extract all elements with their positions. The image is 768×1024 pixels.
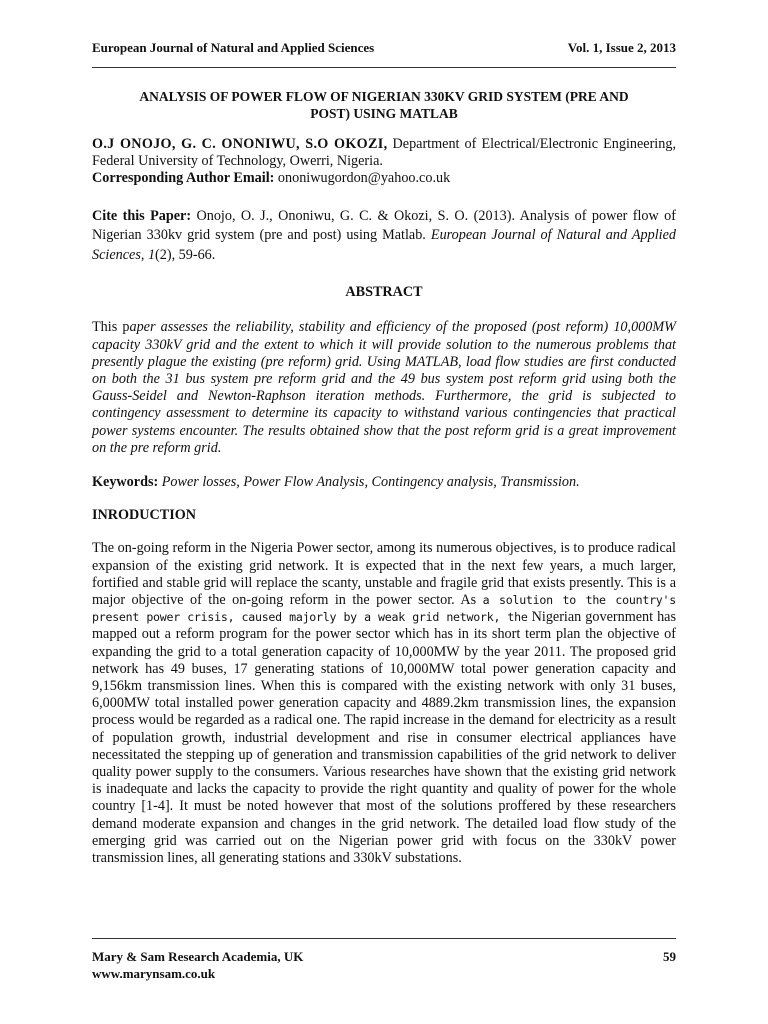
affiliation: Department of Electrical/Electronic Engineering, Federal University of Technology, Owerri, Nigeria. xyxy=(92,136,676,170)
intro-text-2: Nigerian government has mapped out a reform program for the power sector which has in its short term plan the objective of expanding the grid to a total generation capacity of 10,000MW by the year 2011. The proposed grid network has 49 buses, 17 generating stations of 10,000MW total power generation capacity and 9,156km transmission lines. When this is compared with the existing network with only 31 buses, 6,000MW total installed power generation capacity and 4889.2km transmission lines, the expansion process would be regarded as a radical one. The rapid increase in the demand for electricity as a result of population growth, industrial development and rise in consumer electrical appliances have necessitated the stepping up of generation and transmission capabilities of the grid network to deliver quality power supply to the consumers. Various researches have shown that the existing grid network is inadequate and lacks the capacity to provide the right quantity and quality of power for the whole country [1-4]. It must be noted however that most of the solutions proffered by these researchers demand moderate expansion and changes in the grid network. The detailed load flow study of the emerging grid was carried out on the Nigerian power grid with focus on the 330kV power transmission lines, all generating stations and 330kV substations. xyxy=(92,609,677,866)
author-block xyxy=(92,136,676,188)
cite-separator: , xyxy=(140,246,148,263)
cite-volume: 1 xyxy=(147,246,156,263)
author-email: ononiwugordon@yahoo.co.uk xyxy=(274,170,451,187)
paper-title xyxy=(92,88,676,122)
cite-pages: (2), 59-66. xyxy=(155,246,216,263)
intro-mono-line: a solution to the country's present power crisis, caused majorly by a weak grid network, the xyxy=(92,592,677,625)
page-number: 59 xyxy=(663,949,676,964)
introduction-body xyxy=(92,540,676,867)
keywords-label: Keywords: xyxy=(92,473,159,490)
journal-name: European Journal of Natural and Applied Sciences xyxy=(92,40,375,55)
cite-label: Cite this Paper: xyxy=(92,207,192,224)
cite-journal: European Journal of Natural and Applied Sciences xyxy=(92,227,677,263)
email-label: Corresponding Author Email: xyxy=(92,170,275,187)
abstract-text: aper assesses the reliability, stability and efficiency of the proposed (post reform) 10,000MW capacity 330kV grid and the extent to which it will provide solution to the numerous problems that presently plague the existing (pre reform) grid. Using MATLAB, load flow studies are first conducted on both the 31 bus system pre reform grid and the 49 bus system post reform grid using both the Gauss-Seidel and Newton-Raphson iteration methods. Furthermore, the grid is subjected to contingency assessment to determine its capacity to withstand various contingencies that practical power systems encounter. The results obtained show that the post reform grid is a great improvement on the pre reform grid. xyxy=(92,319,676,456)
publisher: Mary & Sam Research Academia, UK xyxy=(92,949,304,964)
abstract-heading: ABSTRACT xyxy=(345,284,423,301)
abstract-lead: This p xyxy=(92,319,130,336)
cite-text: Onojo, O. J., Ononiwu, G. C. & Okozi, S. O. (2013). Analysis of power flow of Nigerian 330kv grid system (pre and post) using Matlab. xyxy=(92,207,676,244)
introduction-heading: INRODUCTION xyxy=(92,507,197,524)
running-header xyxy=(92,40,676,56)
volume-issue: Vol. 1, Issue 2, 2013 xyxy=(567,40,676,55)
website-link[interactable]: www.marynsam.co.uk xyxy=(92,966,216,981)
keywords-list: Power losses, Power Flow Analysis, Contingency analysis, Transmission. xyxy=(158,473,580,490)
footer-rule xyxy=(92,938,676,939)
page-content xyxy=(92,88,676,867)
abstract-body xyxy=(92,319,676,457)
page-footer xyxy=(92,948,676,982)
citation xyxy=(92,207,676,266)
title-line-2: POST) USING MATLAB xyxy=(310,106,458,121)
keywords xyxy=(92,474,676,491)
intro-text-1: The on-going reform in the Nigeria Power sector, among its numerous objectives, is to produce radical expansion of the existing grid network. It is expected that in the next few years, a much larger, fortified and stable grid will replace the scanty, unstable and fragile grid that exists presently. This is a major objective of the on-going reform in the power sector. As xyxy=(92,540,676,608)
author-names: O.J ONOJO, G. C. ONONIWU, S.O OKOZI, xyxy=(92,136,388,152)
title-line-1: ANALYSIS OF POWER FLOW OF NIGERIAN 330KV GRID SYSTEM (PRE AND xyxy=(139,89,629,104)
header-rule xyxy=(92,67,676,68)
